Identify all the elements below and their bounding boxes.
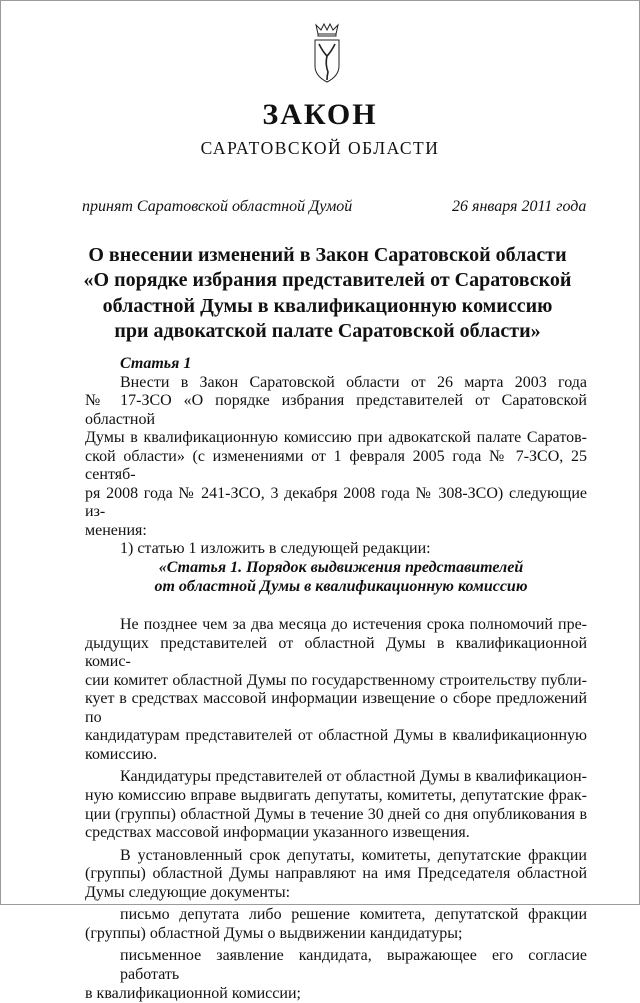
text-line: дыдущих представителей от областной Думы в квалификационной комис-: [85, 635, 587, 672]
heading-line: О внесении изменений в Закон Саратовской области: [60, 243, 595, 268]
text-line: Кандидатуры представителей от областной Думы в квалификацион-: [85, 768, 587, 787]
text-line: ции (группы) областной Думы в течение 30 дней со дня опубликования в: [85, 806, 587, 825]
quoted-article-title: «Статья 1. Порядок выдвижения представителей: [85, 559, 587, 578]
text-line: (группы) областной Думы о выдвижении кандидатуры;: [85, 925, 587, 944]
document-body: [85, 355, 587, 1003]
text-line: ря 2008 года № 241-ЗСО, 3 декабря 2008 года № 308-ЗСО) следующие из-: [85, 485, 587, 522]
adopted-by: принят Саратовской областной Думой: [82, 198, 352, 216]
text-line: средствах массовой информации указанного извещения.: [85, 824, 587, 843]
document-subtitle: САРАТОВСКОЙ ОБЛАСТИ: [0, 138, 640, 159]
text-line: письменное заявление кандидата, выражающее его согласие работать: [85, 947, 587, 984]
article-label: Статья 1: [85, 355, 587, 374]
text-line: (группы) областной Думы направляют на имя Председателя областной: [85, 865, 587, 884]
item-1: 1) статью 1 изложить в следующей редакции:: [85, 540, 587, 559]
text-line: в квалификационной комиссии;: [85, 985, 587, 1003]
text-line: Думы следующие документы:: [85, 884, 587, 903]
text-line: ную комиссию вправе выдвигать депутаты, комитеты, депутатские фрак-: [85, 787, 587, 806]
text-line: комиссию.: [85, 746, 587, 765]
text-line: Внести в Закон Саратовской области от 26 марта 2003 года: [85, 374, 587, 393]
coat-of-arms-emblem: [312, 22, 342, 84]
text-line: кандидатурам представителей от областной Думы в квалификационную: [85, 727, 587, 746]
law-heading: [60, 243, 595, 344]
text-line: № 17-ЗСО «О порядке избрания представителей от Саратовской областной: [85, 392, 587, 429]
text-line: Не позднее чем за два месяца до истечения срока полномочий пре-: [85, 616, 587, 635]
text-line: ской области» (с изменениями от 1 февраля 2005 года № 7-ЗСО, 25 сентяб-: [85, 448, 587, 485]
text-line: Думы в квалификационную комиссию при адвокатской палате Саратов-: [85, 429, 587, 448]
text-line: кует в средствах массовой информации извещение о сборе предложений по: [85, 690, 587, 727]
text-line: менения:: [85, 522, 587, 541]
heading-line: при адвокатской палате Саратовской области»: [60, 319, 595, 344]
text-line: сии комитет областной Думы по государственному строительству публи-: [85, 672, 587, 691]
heading-line: областной Думы в квалификационную комиссию: [60, 294, 595, 319]
heading-line: «О порядке избрания представителей от Саратовской: [60, 268, 595, 293]
text-line: письмо депутата либо решение комитета, депутатской фракции: [85, 906, 587, 925]
text-line: В установленный срок депутаты, комитеты, депутатские фракции: [85, 847, 587, 866]
adoption-date: 26 января 2011 года: [452, 198, 586, 216]
quoted-article-title: от областной Думы в квалификационную комиссию: [85, 578, 587, 597]
document-title: ЗАКОН: [0, 98, 640, 132]
